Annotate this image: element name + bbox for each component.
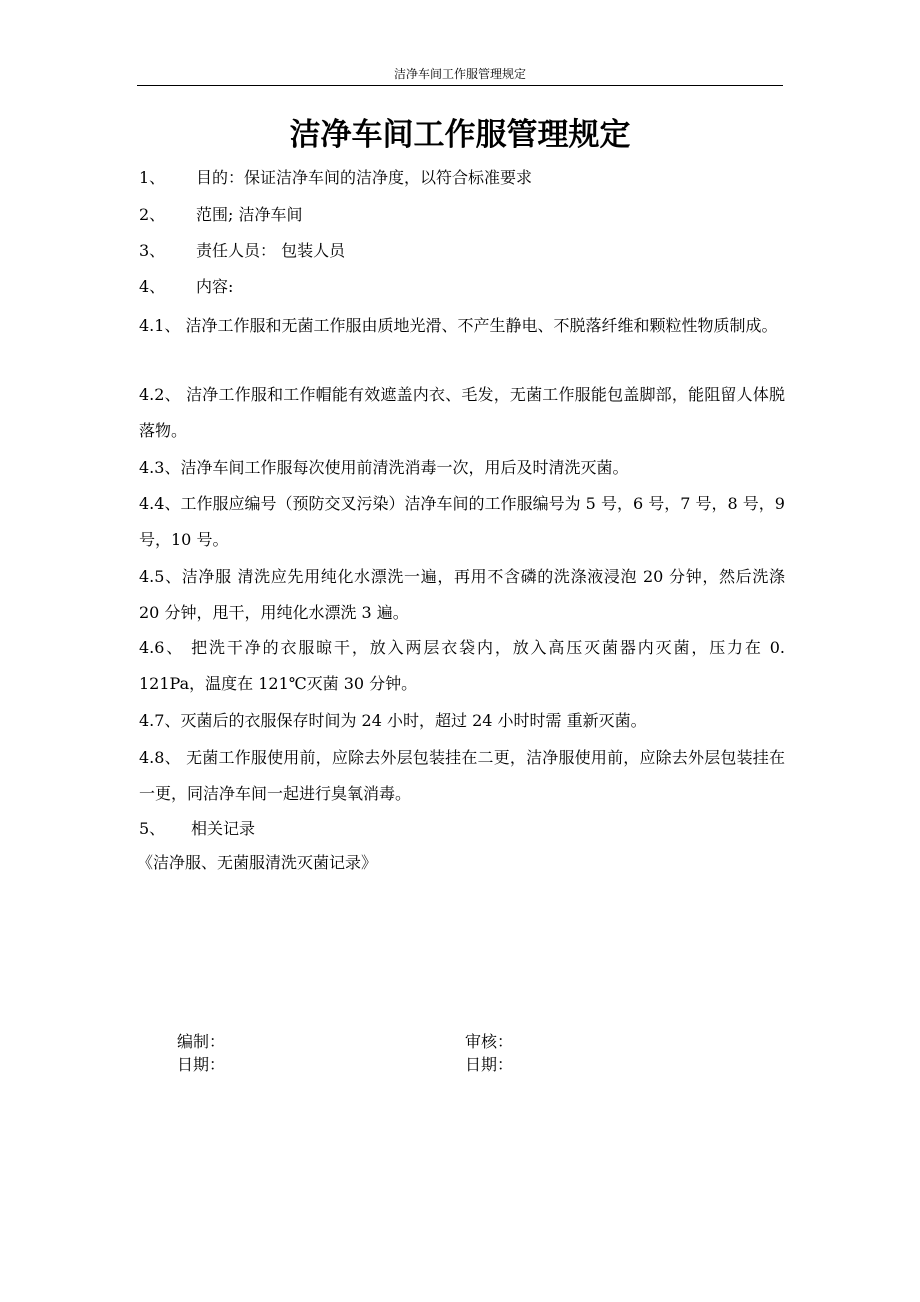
clause-text: 把洗干净的衣服晾干，放入两层衣袋内，放入高压灭菌器内灭菌，压力在 0. 121Pa，温度在 121℃灭菌 30 分钟。 [139,638,785,693]
clause-number: 4.7、 [139,711,181,730]
clause-text: 洁净服 清洗应先用纯化水漂洗一遍，再用不含磷的洗涤液浸泡 20 分钟，然后洗涤 20 分钟，甩干，用纯化水漂洗 3 遍。 [139,567,785,622]
prepared-date-label: 日期： [177,1055,226,1074]
clause-text: 洁净车间工作服每次使用前清洗消毒一次，用后及时清洗灭菌。 [180,458,629,477]
section-number: 2、 [139,205,166,224]
clause-text: 灭菌后的衣服保存时间为 24 小时，超过 24 小时时需 重新灭菌。 [180,711,647,730]
clause-4-8 [139,740,785,812]
clause-4-4 [139,486,785,558]
section-scope [139,197,302,233]
clause-text: 洁净工作服和工作帽能有效遮盖内衣、毛发，无菌工作服能包盖脚部，能阻留人体脱落物。 [139,385,785,440]
clause-4-5 [139,559,785,631]
reviewed-date-label: 日期： [465,1055,514,1074]
clause-4-2 [139,377,785,449]
clause-number: 4.8、 [139,748,181,767]
clause-text: 无菌工作服使用前，应除去外层包装挂在二更，洁净服使用前，应除去外层包装挂在一更，同洁净车间一起进行臭氧消毒。 [139,748,785,803]
clause-number: 4.2、 [139,385,181,404]
clause-4-7 [139,703,647,739]
section-number: 4、 [139,277,166,296]
record-name [137,845,377,881]
section-text: 相关记录 [191,819,256,838]
section-content [139,269,233,305]
record-title: 《洁净服、无菌服清洗灭菌记录》 [137,853,378,872]
clause-number: 4.5、 [139,567,182,586]
reviewed-by-label: 审核： [465,1032,514,1051]
document-title: 洁净车间工作服管理规定 [289,117,631,153]
clause-4-3 [139,450,628,486]
section-purpose [139,160,532,196]
clause-number: 4.4、 [139,494,181,513]
header-divider [137,85,783,86]
section-number: 5、 [139,819,166,838]
clause-4-1 [139,308,785,344]
section-number: 1、 [139,168,166,187]
section-number: 3、 [139,241,166,260]
clause-number: 4.1、 [139,316,181,335]
section-responsible [139,233,345,269]
clause-text: 工作服应编号（预防交叉污染）洁净车间的工作服编号为 5 号，6 号，7 号，8 号，9 号，10 号。 [139,494,785,549]
section-related-records [139,811,255,847]
clause-4-6 [139,630,785,702]
prepared-by-label: 编制： [177,1032,226,1051]
section-text: 范围; 洁净车间 [196,205,303,224]
running-header: 洁净车间工作服管理规定 [393,67,526,81]
clause-number: 4.6、 [139,638,185,657]
section-text: 目的：保证洁净车间的洁净度，以符合标准要求 [196,168,533,187]
clause-number: 4.3、 [139,458,181,477]
section-text: 内容: [196,277,234,296]
section-text: 责任人员： 包装人员 [196,241,346,260]
clause-text: 洁净工作服和无菌工作服由质地光滑、不产生静电、不脱落纤维和颗粒性物质制成。 [185,316,778,335]
